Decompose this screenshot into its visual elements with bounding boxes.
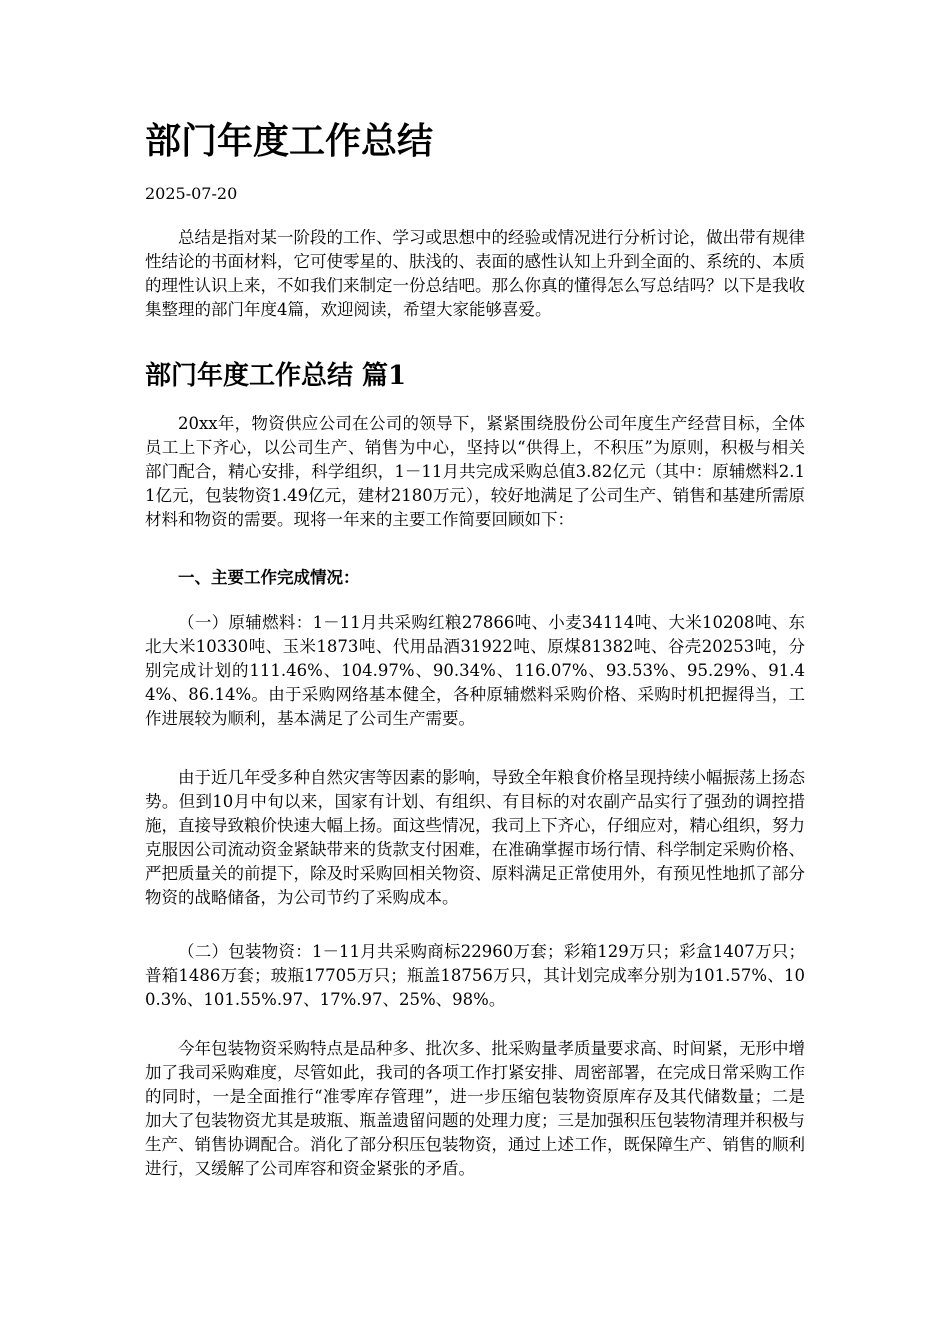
section-subheading: 一、主要工作完成情况： (178, 568, 360, 587)
document-title: 部门年度工作总结 (145, 120, 434, 162)
section-paragraph-2: （一）原辅燃料：1－11月共采购红粮27866吨、小麦34114吨、大米10208吨、东北大米10330吨、玉米1873吨、代用品酒31922吨、原煤81382吨、谷壳20253吨，分别完成计划的111.46%、104.97%、90.34%、116.07%、93.53%、95.29%、91.44%、86.14%。由于采购网络基本健全，各种原辅燃料采购价格、采购时机把握得当，工作进展较为顺利，基本满足了公司生产需要。 (145, 613, 805, 728)
section-paragraph-5: 今年包装物资采购特点是品种多、批次多、批采购量孝质量要求高、时间紧，无形中增加了我司采购难度，尽管如此，我司的各项工作打紧安排、周密部署，在完成日常采购工作的同时，一是全面推行“准零库存管理”，进一步压缩包装物资原库存及其代储数量；二是加大了包装物资尤其是玻瓶、瓶盖遗留问题的处理力度；三是加强积压包装物清理并积极与生产、销售协调配合。消化了部分积压包装物资，通过上述工作，既保障生产、销售的顺利进行，又缓解了公司库容和资金紧张的矛盾。 (145, 1039, 805, 1178)
section-paragraph-4: （二）包装物资：1－11月共采购商标22960万套；彩箱129万只；彩盒1407万只；普箱1486万套；玻瓶17705万只；瓶盖18756万只，其计划完成率分别为101.57%、100.3%、101.55%.97、17%.97、25%、98%。 (145, 942, 805, 1009)
section-paragraph-3: 由于近几年受多种自然灾害等因素的影响，导致全年粮食价格呈现持续小幅振荡上扬态势。但到10月中旬以来，国家有计划、有组织、有目标的对农副产品实行了强劲的调控措施，直接导致粮价快速大幅上扬。面这些情况，我司上下齐心，仔细应对，精心组织，努力克服因公司流动资金紧缺带来的货款支付困难，在准确掌握市场行情、科学制定采购价格、严把质量关的前提下，除及时采购回相关物资、原料满足正常使用外，有预见性地抓了部分物资的战略储备，为公司节约了采购成本。 (145, 768, 805, 907)
intro-paragraph: 总结是指对某一阶段的工作、学习或思想中的经验或情况进行分析讨论，做出带有规律性结论的书面材料，它可使零星的、肤浅的、表面的感性认知上升到全面的、系统的、本质的理性认识上来，不如我们来制定一份总结吧。那么你真的懂得怎么写总结吗？以下是我收集整理的部门年度4篇，欢迎阅读，希望大家能够喜爱。 (145, 228, 805, 319)
section-heading: 部门年度工作总结 篇1 (145, 361, 407, 391)
section-paragraph-1: 20xx年，物资供应公司在公司的领导下，紧紧围绕股份公司年度生产经营目标，全体员工上下齐心，以公司生产、销售为中心，坚持以“供得上，不积压”为原则，积极与相关部门配合，精心安排，科学组织，1－11月共完成采购总值3.82亿元（其中：原辅燃料2.11亿元，包装物资1.49亿元，建材2180万元），较好地满足了公司生产、销售和基建所需原材料和物资的需要。现将一年来的主要工作简要回顾如下： (145, 414, 805, 529)
publish-date: 2025-07-20 (145, 184, 238, 203)
